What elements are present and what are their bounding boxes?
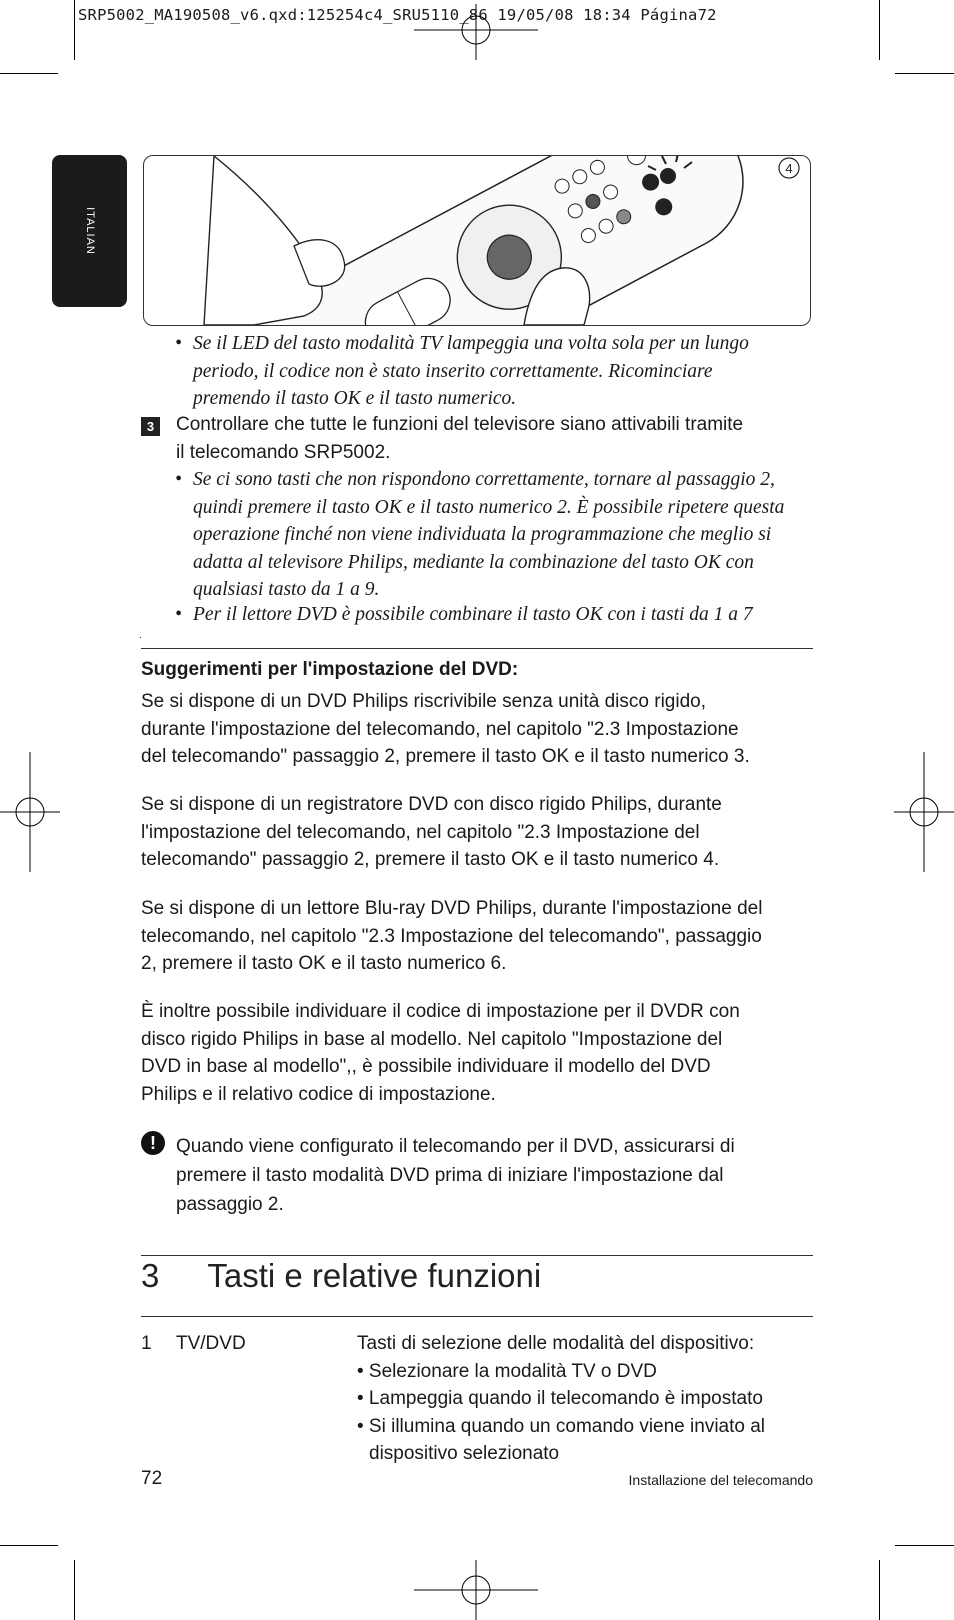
divider-section-top xyxy=(141,1255,813,1256)
registration-mark-bottom xyxy=(414,1560,538,1620)
language-tab xyxy=(52,155,127,307)
tip-paragraph-hdd-recorder: Se si dispone di un registratore DVD con disco rigido Philips, durante l'impostazione del telecomando, nel capitolo "2.3 Impostazione del telecomando" passaggio 2, premere il tasto OK e il tasto numerico 4. xyxy=(141,794,722,870)
key-number: 1 xyxy=(141,1333,152,1354)
print-slug: SRP5002_MA190508_v6.qxd:125254c4_SRU5110_86 19/05/08 18:34 Página72 xyxy=(78,6,717,24)
bullet-dvd-player: • Per il lettore DVD è possibile combinare il tasto OK con i tasti da 1 a 7 xyxy=(175,604,753,625)
remote-control-drawing xyxy=(144,156,810,325)
divider-tips xyxy=(141,648,813,649)
figure-number: 4 xyxy=(785,161,793,176)
remote-illustration xyxy=(143,155,811,326)
registration-mark-left xyxy=(0,752,60,872)
stray-mark: . xyxy=(139,630,142,641)
section-number: 3 xyxy=(141,1257,160,1294)
tip-paragraph-dvdr-model: È inoltre possibile individuare il codice di impostazione per il DVDR con disco rigido Philips in base al modello. Nel capitolo "Impostazione del DVD in base al modello",, è possibile individuare il modello del DVD Philips e il relativo codice di impostazione. xyxy=(141,1001,740,1105)
warning-icon: ! xyxy=(141,1131,165,1155)
bullet-led-once: • Se il LED del tasto modalità TV lampeggia una volta sola per un lungo periodo, il codice non è stato inserito correttamente. Ricominciare premendo il tasto OK e il tasto numerico. xyxy=(175,333,749,409)
registration-mark-top xyxy=(414,4,538,60)
key-name: TV/DVD xyxy=(176,1333,246,1354)
warning-text: Quando viene configurato il telecomando per il DVD, assicurarsi di premere il tasto modalità DVD prima di iniziare l'impostazione dal passaggio 2. xyxy=(176,1136,735,1215)
tip-paragraph-rewritable: Se si dispone di un DVD Philips riscrivibile senza unità disco rigido, durante l'impostazione del telecomando, nel capitolo "2.3 Impostazione del telecomando" passaggio 2, premere il tasto OK e il tasto numerico 3. xyxy=(141,691,750,767)
registration-mark-right xyxy=(894,752,954,872)
page-number: 72 xyxy=(141,1468,163,1489)
tips-heading: Suggerimenti per l'impostazione del DVD: xyxy=(141,659,519,680)
key-description: Tasti di selezione delle modalità del dispositivo: • Selezionare la modalità TV o DVD • Lampeggia quando il telecomando è impostato • Si illumina quando un comando viene inviato al dispositivo selezionato xyxy=(357,1333,766,1464)
tip-paragraph-bluray: Se si dispone di un lettore Blu-ray DVD Philips, durante l'impostazione del telecomando, nel capitolo "2.3 Impostazione del telecomando", passaggio 2, premere il tasto OK e il tasto numerico 6. xyxy=(141,898,763,974)
section-title: Tasti e relative funzioni xyxy=(207,1257,542,1294)
divider-section-bottom xyxy=(141,1316,813,1317)
running-title: Installazione del telecomando xyxy=(628,1472,813,1488)
step-number-box: 3 xyxy=(141,417,160,436)
language-tab-label: ITALIAN xyxy=(83,207,96,255)
bullet-keys-not-responding: • Se ci sono tasti che non rispondono correttamente, tornare al passaggio 2, quindi premere il tasto OK e il tasto numerico 2. È possibile ripetere questa operazione finché non viene individuata la programmazione che meglio si adatta al televisore Philips, mediante la combinazione del tasto OK con qualsiasi tasto da 1 a 9. xyxy=(175,469,785,600)
section-heading xyxy=(141,1257,541,1295)
step-3-text: Controllare che tutte le funzioni del televisore siano attivabili tramite il telecomando SRP5002. xyxy=(176,414,744,463)
